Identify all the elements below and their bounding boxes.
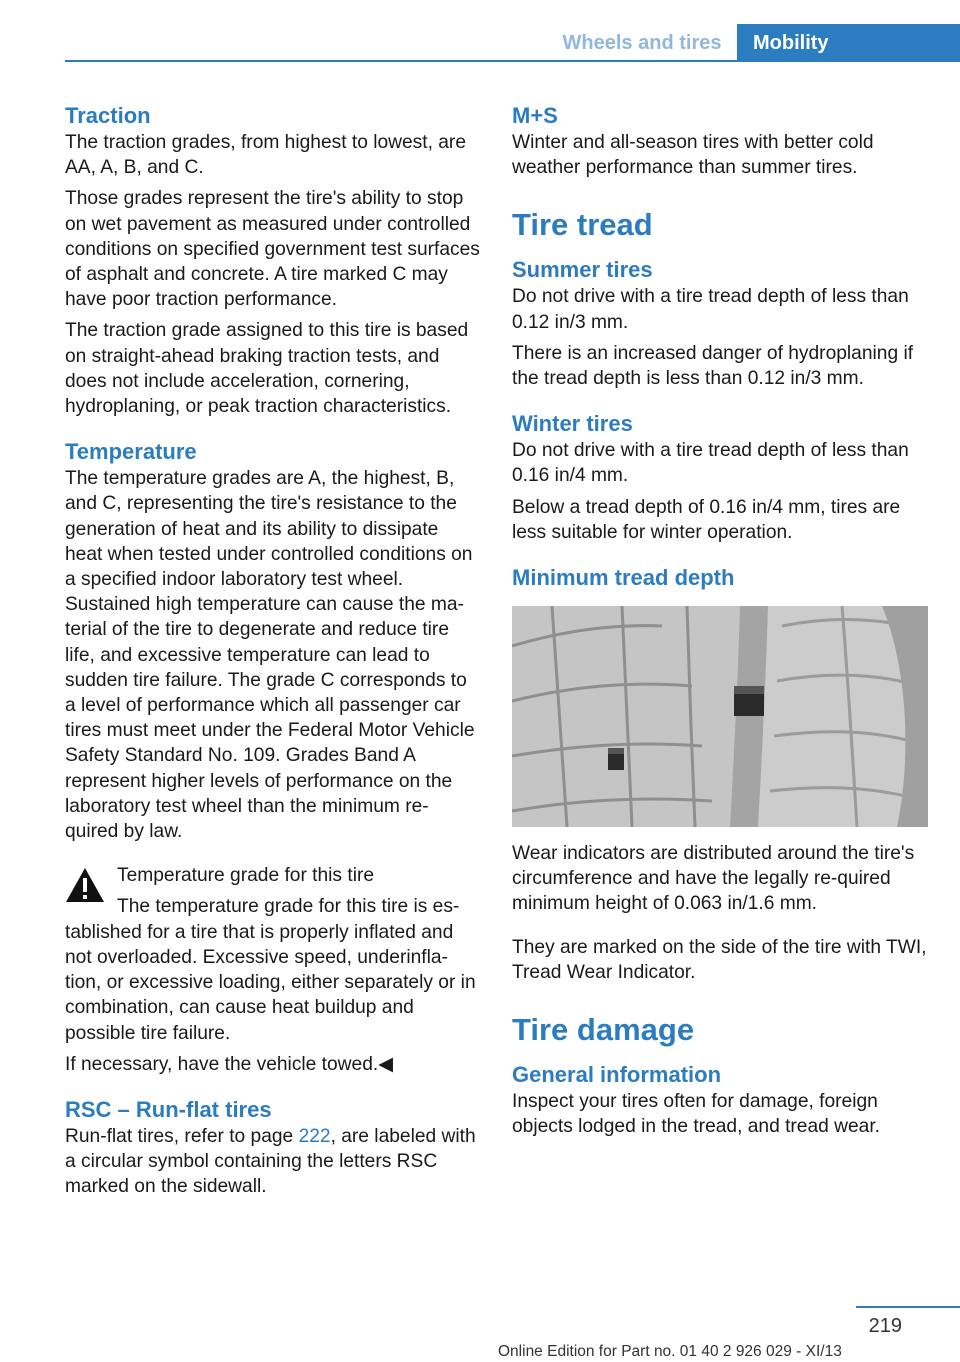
rsc-text-after: , are labeled with a circular symbol containing the letters RSC marked on the sidewall. [65, 1125, 476, 1198]
rsc-paragraph [65, 1124, 480, 1200]
rsc-text-before: Run-flat tires, refer to page [65, 1125, 299, 1147]
warning-text: The temperature grade for this tire is es‐tablished for a tire that is properly inflated and not overloaded. Excessive speed, underinfla‐tion, or excessive loading, either separately or in combination, can cause heat buildup and possible tire failure. [65, 896, 476, 1044]
header-chapter-tab: Mobility [737, 24, 960, 62]
tire-damage-heading: Tire damage [512, 1012, 695, 1048]
edition-footer: Online Edition for Part no. 01 40 2 926 029 - XI/13 [498, 1343, 842, 1360]
traction-paragraph-1: The traction grades, from highest to lowest, are AA, A, B, and C. [65, 132, 466, 179]
summer-tires-paragraph-1: Do not drive with a tire tread depth of less than 0.12 in/3 mm. [512, 286, 909, 333]
tire-tread-illustration [512, 606, 928, 827]
right-column [512, 102, 932, 1139]
traction-paragraph-3: The traction grade assigned to this tire is based on straight-ahead braking traction tests, and does not include acceleration, cornering, hydroplaning, or peak traction characteristics. [65, 320, 469, 418]
footer-rule [856, 1306, 960, 1308]
warning-triangle-icon [65, 867, 105, 903]
page-number: 219 [868, 1315, 902, 1337]
winter-tires-paragraph-2: Below a tread depth of 0.16 in/4 mm, tires are less suitable for winter operation. [512, 496, 901, 543]
general-information-heading: General information [512, 1062, 722, 1088]
minimum-tread-paragraph-1: Wear indicators are distributed around the tire's circumference and have the legally re‐quired minimum height of 0.063 in/1.6 mm. [512, 843, 915, 915]
ms-heading: M+S [512, 103, 558, 128]
header-section-title: Wheels and tires [562, 32, 722, 54]
winter-tires-heading: Winter tires [512, 411, 633, 437]
rsc-heading: RSC – Run-flat tires [65, 1096, 272, 1122]
left-column [65, 102, 480, 1200]
winter-tires-paragraph-1: Do not drive with a tire tread depth of less than 0.16 in/4 mm. [512, 440, 909, 487]
summer-tires-paragraph-2: There is an increased danger of hydroplaning if the tread depth is less than 0.12 in/3 mm. [512, 342, 914, 390]
ms-paragraph: Winter and all-season tires with better cold weather performance than summer tires. [512, 132, 874, 179]
minimum-tread-heading: Minimum tread depth [512, 565, 735, 591]
header-rule [65, 60, 960, 62]
towed-note: If necessary, have the vehicle towed.◀ [65, 1053, 393, 1075]
temperature-heading: Temperature [65, 439, 197, 465]
warning-title: Temperature grade for this tire [117, 865, 375, 887]
traction-paragraph-2: Those grades represent the tire's ability to stop on wet pavement as measured under controlled conditions on specified government test surfaces of asphalt and concrete. A tire marked C may have poor traction performance. [65, 188, 480, 311]
minimum-tread-paragraph-2: They are marked on the side of the tire with TWI, Tread Wear Indicator. [512, 936, 927, 983]
general-information-paragraph: Inspect your tires often for damage, foreign objects lodged in the tread, and tread wear. [512, 1091, 881, 1138]
page-reference-link[interactable]: 222 [298, 1125, 331, 1147]
temperature-paragraph: The temperature grades are A, the highest, B, and C, representing the tire's resistance to the generation of heat and its ability to dissipate heat when tested under controlled conditions on a specified indoor laboratory test wheel. Sustained high temperature can cause the ma‐terial of the tire to degenerate and reduce tire life, and excessive temperature can lead to sudden tire failure. The grade C corresponds to a level of performance which all passenger car tires must meet under the Federal Motor Vehicle Safety Standard No. 109. Grades Band A represent higher levels of performance on the laboratory test wheel than the minimum re‐quired by law. [65, 468, 475, 843]
warning-block [65, 863, 480, 1045]
traction-heading: Traction [65, 103, 151, 128]
summer-tires-heading: Summer tires [512, 257, 653, 283]
tire-tread-heading: Tire tread [512, 207, 653, 243]
